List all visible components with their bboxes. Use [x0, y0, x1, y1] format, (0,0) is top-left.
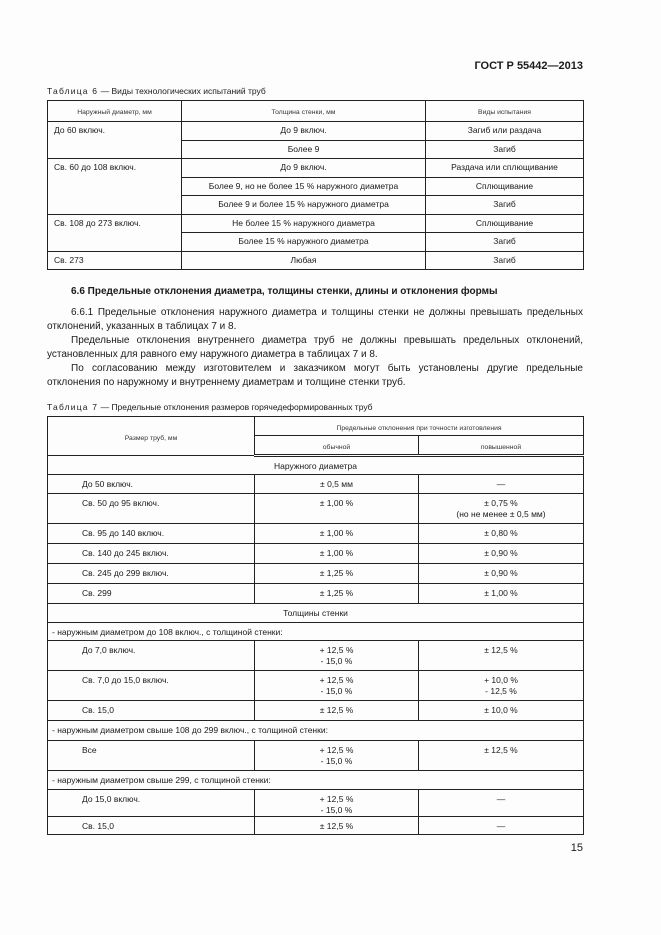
cell: ± 1,25 %: [255, 564, 419, 584]
cell-line: (но не менее ± 0,5 мм): [456, 509, 546, 519]
cell: —: [419, 475, 584, 494]
cell: Св. 50 до 95 включ.: [48, 494, 255, 524]
table-header-row: [48, 417, 584, 436]
table-row: [48, 544, 584, 564]
cell: ± 0,5 мм: [255, 475, 419, 494]
cell: ± 1,00 %: [419, 584, 584, 604]
cell: Более 9, но не более 15 % наружного диаметра: [182, 177, 426, 196]
cell-line: + 10,0 %: [484, 675, 518, 685]
caption-label: Таблица 7: [47, 402, 99, 412]
table-header-row: [48, 101, 584, 122]
cell: - наружным диаметром свыше 108 до 299 включ., с толщиной стенки:: [48, 721, 584, 741]
table-row: [48, 564, 584, 584]
cell: Наружного диаметра: [48, 456, 584, 475]
cell: Св. 15,0: [48, 701, 255, 721]
cell: ± 1,00 %: [255, 524, 419, 544]
cell-line: + 12,5 %: [319, 675, 354, 685]
cell: Св. 7,0 до 15,0 включ.: [48, 671, 255, 701]
cell: —: [419, 817, 584, 835]
cell: Св. 15,0: [48, 817, 255, 835]
paragraph: 6.6.1 Предельные отклонения наружного диаметра и толщины стенки не должны превышать предельных отклонений, указанных в таблицах 7 и 8.: [47, 307, 583, 332]
table-row: [48, 494, 584, 524]
cell: ± 1,25 %: [255, 584, 419, 604]
section-heading: 6.6 Предельные отклонения диаметра, толщины стенки, длины и отклонения формы: [71, 286, 498, 297]
cell: Св. 60 до 108 включ.: [48, 159, 182, 215]
table-row: [48, 641, 584, 671]
cell: ± 1,00 %: [255, 544, 419, 564]
cell: До 15,0 включ.: [48, 790, 255, 817]
cell-line: ± 0,75 %: [484, 498, 518, 508]
cell: [255, 790, 419, 817]
cell: Загиб: [426, 251, 584, 270]
subsection-row: [48, 721, 584, 741]
cell: [419, 494, 584, 524]
cell: Раздача или сплющивание: [426, 159, 584, 178]
cell: - наружным диаметром свыше 299, с толщиной стенки:: [48, 771, 584, 790]
cell-line: - 15,0 %: [320, 686, 353, 696]
cell-line: - 15,0 %: [320, 656, 353, 666]
table-row: [48, 122, 584, 141]
cell: ± 12,5 %: [255, 817, 419, 835]
table-row: [48, 475, 584, 494]
page-number: 15: [570, 842, 583, 854]
cell: [419, 671, 584, 701]
cell-line: - 15,0 %: [320, 805, 353, 815]
cell: До 9 включ.: [182, 159, 426, 178]
cell: Св. 299: [48, 584, 255, 604]
cell: Св. 95 до 140 включ.: [48, 524, 255, 544]
table-row: [48, 214, 584, 233]
paragraph: По согласованию между изготовителем и заказчиком могут быть установлены другие предельные отклонения по наружному и внутреннему диаметрам и толщине стенки труб.: [47, 363, 583, 388]
cell: Сплющивание: [426, 214, 584, 233]
cell: Загиб: [426, 196, 584, 215]
cell: ± 12,5 %: [419, 641, 584, 671]
table-row: [48, 817, 584, 835]
table-7: [47, 416, 584, 835]
paragraph: Предельные отклонения внутреннего диаметра труб не должны превышать предельных отклонений, установленных для равного ему наружного диаметра в таблицах 7 и 8.: [47, 335, 583, 360]
cell: ± 10,0 %: [419, 701, 584, 721]
cell: До 9 включ.: [182, 122, 426, 141]
cell-line: - 12,5 %: [485, 686, 517, 696]
cell: Толщины стенки: [48, 604, 584, 623]
cell: Все: [48, 741, 255, 771]
cell-line: - 15,0 %: [320, 756, 353, 766]
section-row: [48, 604, 584, 623]
cell: ± 12,5 %: [419, 741, 584, 771]
cell: [255, 741, 419, 771]
caption-label: Таблица 6: [47, 86, 99, 96]
section-row: [48, 456, 584, 475]
cell: Сплющивание: [426, 177, 584, 196]
cell-line: + 12,5 %: [319, 745, 354, 755]
cell: До 60 включ.: [48, 122, 182, 159]
header-cell: Наружный диаметр, мм: [48, 101, 182, 122]
cell: Св. 140 до 245 включ.: [48, 544, 255, 564]
table-row: [48, 251, 584, 270]
table-row: [48, 790, 584, 817]
cell-line: + 12,5 %: [319, 794, 354, 804]
cell: Загиб или раздача: [426, 122, 584, 141]
cell: [255, 641, 419, 671]
cell: До 50 включ.: [48, 475, 255, 494]
cell: —: [419, 790, 584, 817]
cell: Загиб: [426, 140, 584, 159]
cell: ± 1,00 %: [255, 494, 419, 524]
header-cell: повышенной: [419, 436, 584, 456]
header-cell: Толщина стенки, мм: [182, 101, 426, 122]
cell-line: + 12,5 %: [319, 645, 354, 655]
subsection-row: [48, 771, 584, 790]
cell: Более 9 и более 15 % наружного диаметра: [182, 196, 426, 215]
header-cell: обычной: [255, 436, 419, 456]
section-body: [47, 306, 583, 390]
table-6: [47, 100, 584, 270]
table-row: [48, 159, 584, 178]
cell: Св. 245 до 299 включ.: [48, 564, 255, 584]
cell: ± 0,80 %: [419, 524, 584, 544]
table-row: [48, 671, 584, 701]
table6-caption: [47, 86, 266, 96]
caption-text: — Предельные отклонения размеров горячедеформированных труб: [98, 402, 373, 412]
table7-caption: [47, 402, 373, 412]
cell: До 7,0 включ.: [48, 641, 255, 671]
cell: - наружным диаметром до 108 включ., с толщиной стенки:: [48, 623, 584, 641]
caption-text: — Виды технологических испытаний труб: [98, 86, 266, 96]
header-cell: Виды испытания: [426, 101, 584, 122]
document-code: ГОСТ Р 55442—2013: [474, 60, 583, 72]
cell: Не более 15 % наружного диаметра: [182, 214, 426, 233]
cell: Загиб: [426, 233, 584, 252]
cell: Более 15 % наружного диаметра: [182, 233, 426, 252]
header-cell: Предельные отклонения при точности изготовления: [255, 417, 584, 436]
table-row: [48, 701, 584, 721]
cell: Более 9: [182, 140, 426, 159]
subsection-row: [48, 623, 584, 641]
table-row: [48, 741, 584, 771]
cell: ± 0,90 %: [419, 564, 584, 584]
cell: Любая: [182, 251, 426, 270]
table-row: [48, 524, 584, 544]
table-row: [48, 584, 584, 604]
cell: ± 12,5 %: [255, 701, 419, 721]
cell: Св. 273: [48, 251, 182, 270]
cell: Св. 108 до 273 включ.: [48, 214, 182, 251]
header-cell: Размер труб, мм: [48, 417, 255, 456]
cell: [255, 671, 419, 701]
cell: ± 0,90 %: [419, 544, 584, 564]
